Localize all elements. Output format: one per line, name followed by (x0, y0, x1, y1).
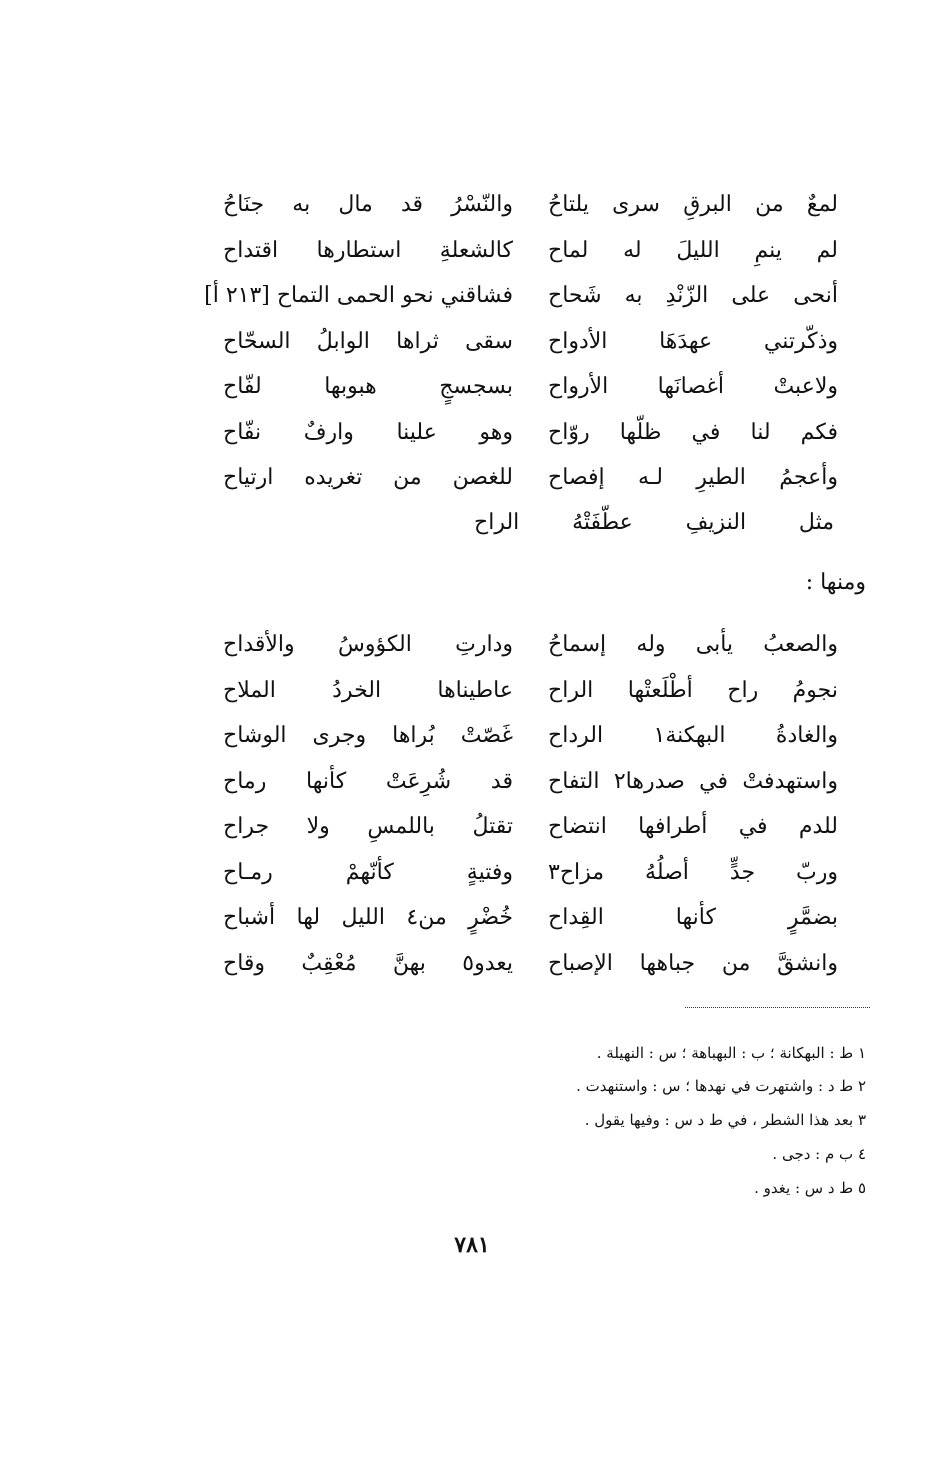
verse-hemistich-second: كالشعلةِ استطارها اقتداح (223, 237, 513, 263)
verse-hemistich-first: وأعجمُ الطيرِ لـه إفصاح (548, 465, 838, 490)
verse-line (223, 858, 838, 888)
verse-hemistich-first: ولاعبتْ أغصانَها الأرواح (548, 374, 838, 399)
page-number: ٧٨١ (454, 1232, 490, 1258)
verse-hemistich-second: خُضْرٍ من٤ الليل لها أشباح (223, 905, 513, 930)
verse-hemistich-first: بضمَّرٍ كأنها القِداح (548, 905, 838, 930)
verse-line (223, 630, 838, 660)
verse-line (223, 236, 838, 266)
verse-line (223, 463, 838, 493)
verse-hemistich-second: عاطيناها الخردُ الملاح (223, 677, 513, 703)
verse-line (223, 949, 838, 979)
verse-line (204, 281, 838, 311)
verse-hemistich-second: فشاقني نحو الحمى التماح [٢١٣ أ] (204, 283, 513, 308)
verse-hemistich-second: بسجسجٍ هبوبها لفّاح (223, 374, 513, 399)
footnote-divider (685, 1007, 870, 1008)
verse-hemistich-first: نجومُ راح أطْلَعتْها الراح (548, 677, 838, 703)
verse-line (223, 676, 838, 706)
verse-hemistich-second: قد شُرِعَتْ كأنها رماح (223, 768, 513, 794)
verse-hemistich-second: ودارتِ الكؤوسُ والأقداح (223, 632, 513, 657)
verse-line (223, 812, 838, 842)
verse-hemistich-first: وذكّرتني عهدَهَا الأدواح (548, 328, 838, 354)
verse-hemistich-second: سقى ثراها الوابلُ السحّاح (223, 328, 513, 354)
verse-hemistich-first: فكم لنا في ظلّها روّاح (548, 419, 838, 445)
verse-line (223, 190, 838, 220)
section-label: ومنها : (805, 570, 866, 595)
verse-line (223, 418, 838, 448)
verse-line (223, 721, 838, 751)
footnote-5: ٥ ط د س : يغدو . (754, 1179, 866, 1197)
verse-hemistich-first: واستهدفتْ في صدرها٢ التفاح (548, 768, 838, 794)
verse-hemistich-second: والنّسْرُ قد مال به جنَاحُ (223, 192, 513, 217)
verse-hemistich-second: غَصّتْ بُراها وجرى الوشاح (223, 723, 513, 748)
verse-line (223, 767, 838, 797)
verse-line (223, 903, 838, 933)
verse-hemistich-second: للغصن من تغريده ارتياح (223, 465, 513, 490)
verse-hemistich-first: والغادةُ البهكنة١ الرداح (548, 723, 839, 748)
verse-hemistich-first: وانشقَّ من جباهها الإصباح (548, 950, 838, 976)
verse-single-line: مثل النزيفِ عطّفَتْهُ الراح (474, 510, 834, 535)
verse-hemistich-first: للدم في أطرافها انتضاح (548, 814, 838, 839)
verse-hemistich-first: والصعبُ يأبى وله إسماحُ (548, 632, 838, 657)
footnote-3: ٣ بعد هذا الشطر ، في ط د س : وفيها يقول . (584, 1111, 866, 1129)
footnote-2: ٢ ط د : واشتهرت في نهدها ؛ س : واستنهدت . (576, 1077, 866, 1095)
verse-hemistich-second: تقتلُ باللمسِ ولا جراح (223, 814, 513, 839)
verse-hemistich-second: وهو علينا وارفٌ نفّاح (223, 419, 513, 445)
footnote-1: ١ ط : البهكانة ؛ ب : البهباهة ؛ س : النهيلة . (596, 1044, 866, 1062)
verse-hemistich-first: أنحى على الزّنْدِ به شَحاح (548, 283, 838, 308)
verse-hemistich-second: يعدو٥ بهنَّ مُعْقِبٌ وقاح (223, 950, 513, 976)
footnote-4: ٤ ب م : دجى . (772, 1145, 866, 1163)
verse-line (223, 327, 838, 357)
verse-hemistich-second: وفتيةٍ كأنّهمْ رمـاح (223, 859, 513, 885)
verse-hemistich-first: لم ينمِ الليلَ له لماح (548, 237, 838, 263)
verse-hemistich-first: وربّ جدٍّ أصلُهُ مزاح٣ (548, 859, 838, 885)
verse-hemistich-first: لمعٌ من البرقِ سرى يلتاحُ (548, 192, 838, 217)
verse-line (223, 372, 838, 402)
